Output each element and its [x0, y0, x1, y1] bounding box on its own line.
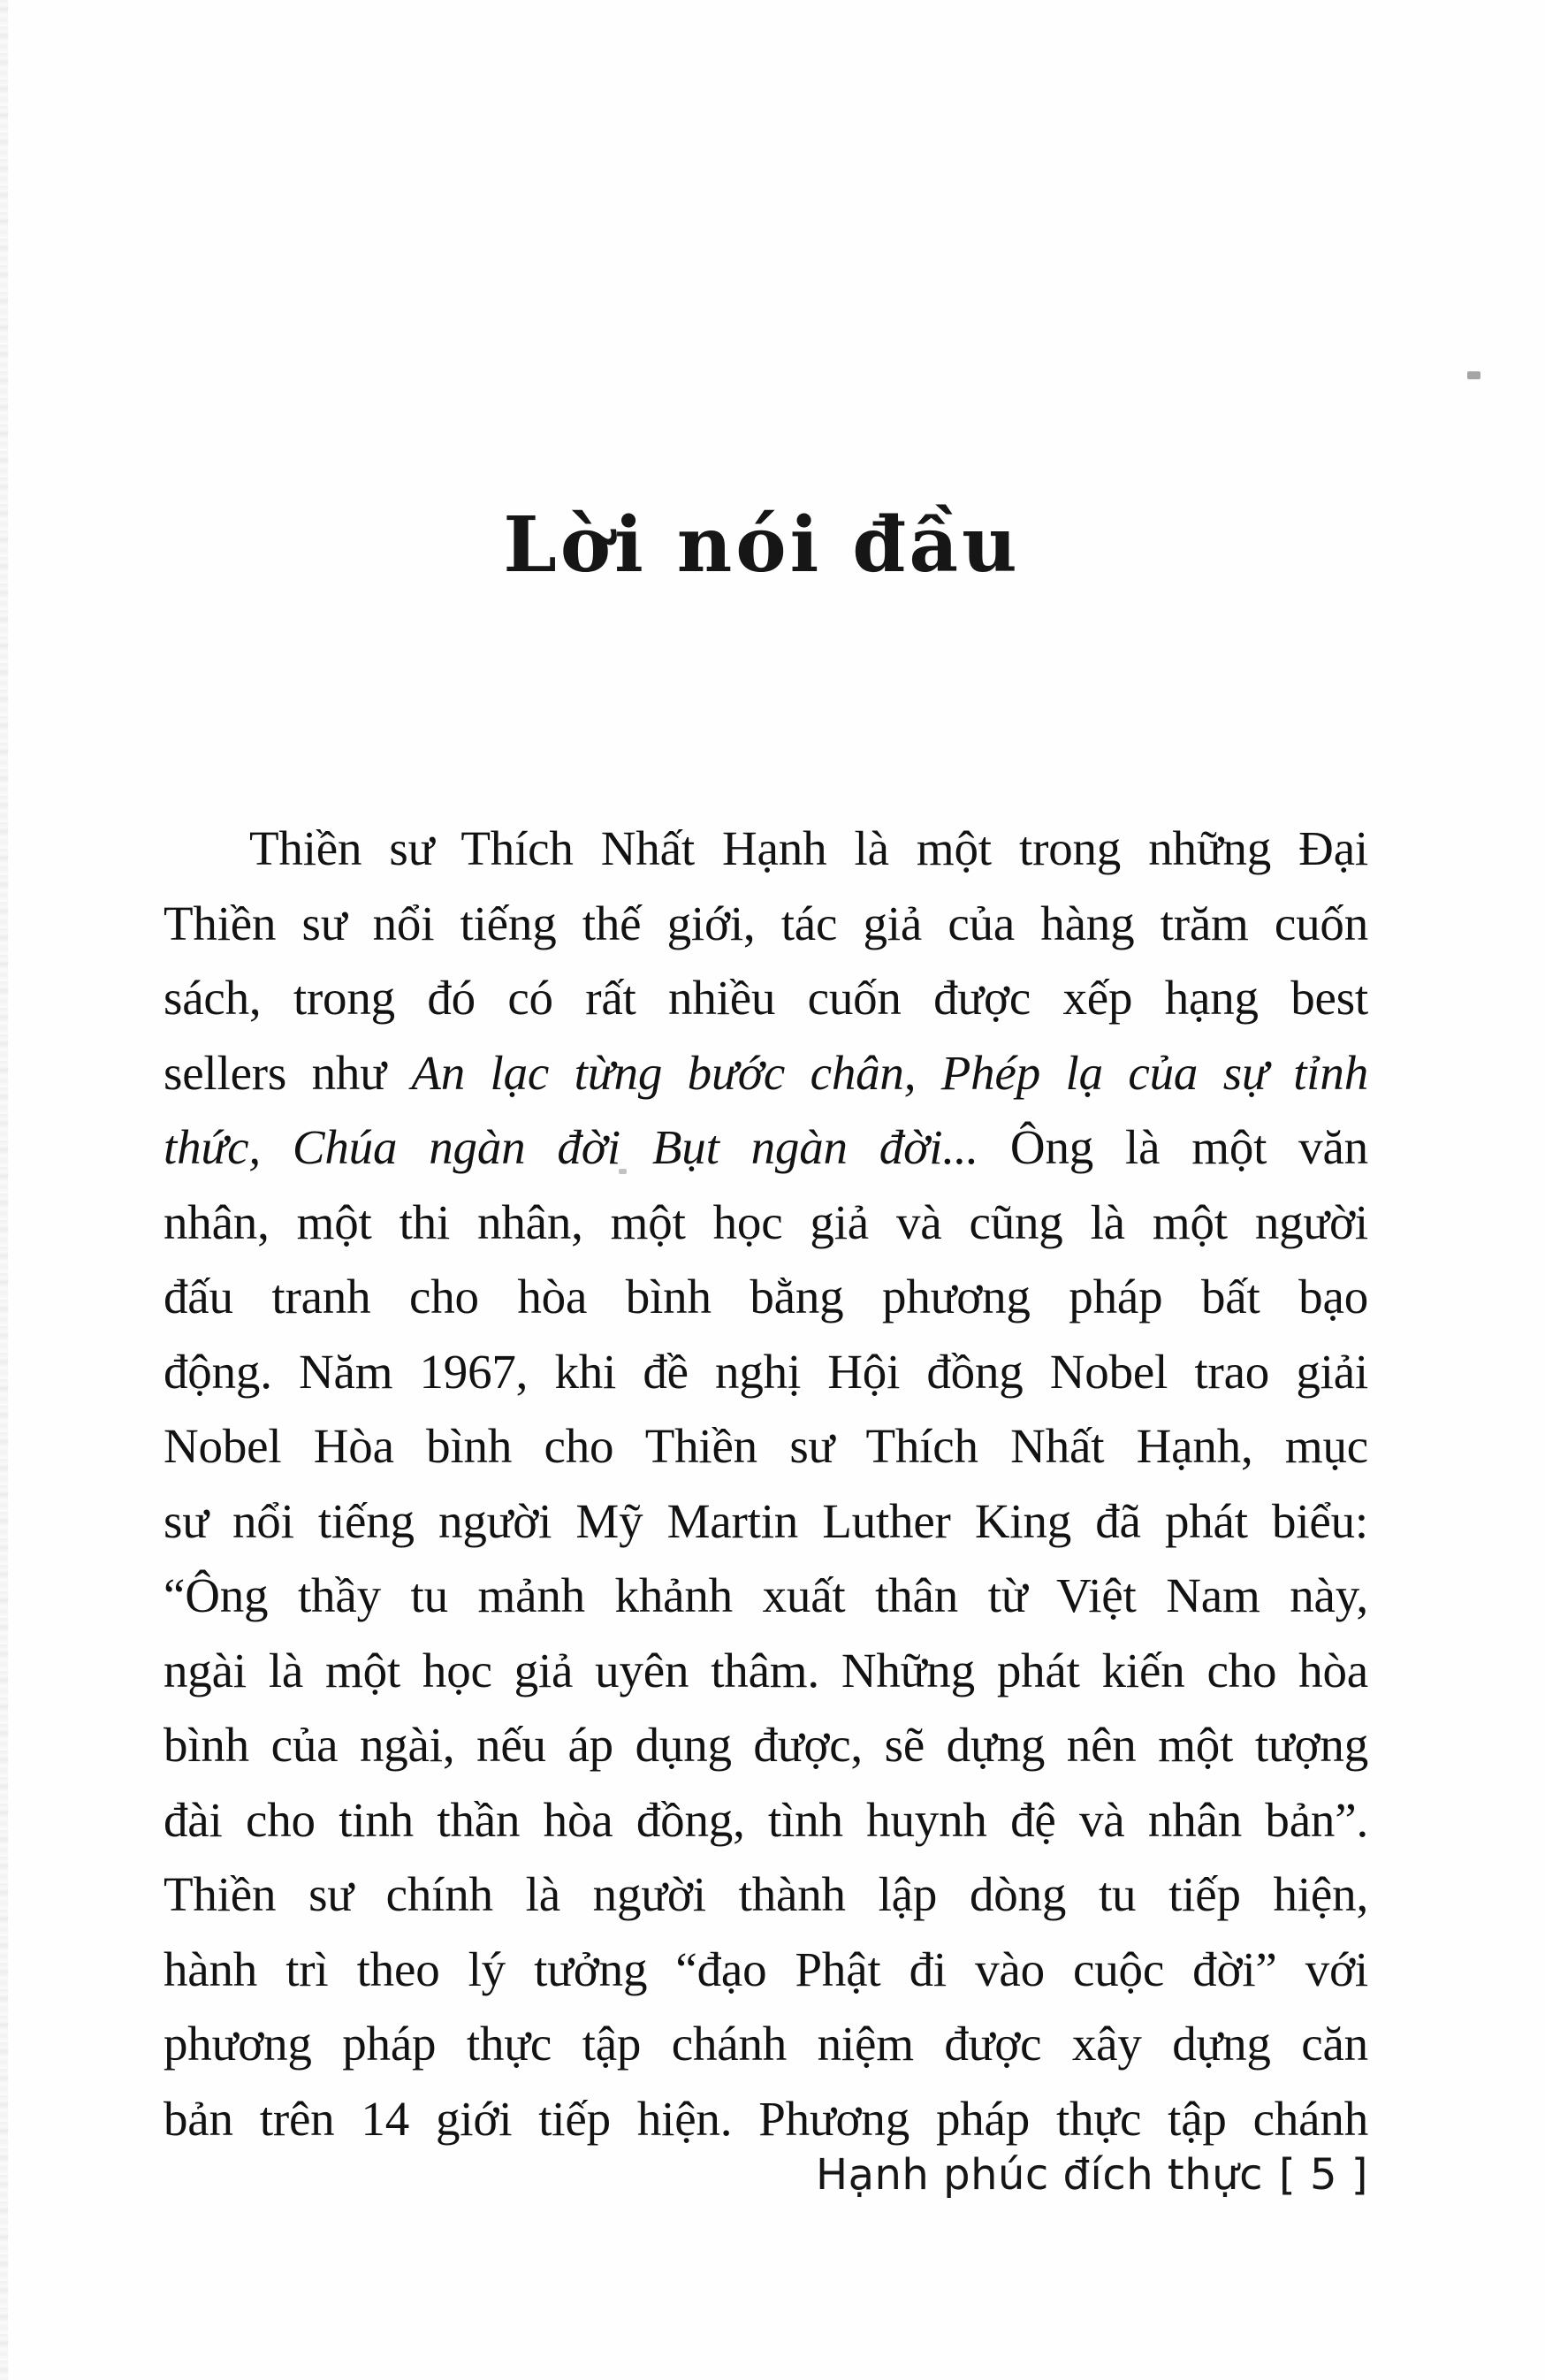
text-line [164, 961, 1368, 1036]
text-line [164, 1036, 1368, 1111]
text-line [164, 1484, 1368, 1560]
text-line [164, 1186, 1368, 1261]
text-line [164, 2007, 1368, 2082]
body-text-segment: Ông là một văn [978, 1120, 1368, 1174]
text-line [164, 1335, 1368, 1410]
running-title: Hạnh phúc đích thực [815, 2150, 1263, 2200]
text-line [164, 1708, 1368, 1783]
book-title-italic-text: An lạc từng bước chân, Phép lạ của sự tỉnh [411, 1045, 1368, 1100]
body-text-segment: sellers như [164, 1045, 412, 1100]
body-text-segment: phương pháp thực tập chánh niệm được xây dựng căn [164, 2017, 1368, 2071]
text-line [164, 812, 1368, 887]
page-footer [816, 2150, 1368, 2200]
preface-paragraph [164, 812, 1368, 2156]
body-text-segment: Thiền sư nổi tiếng thế giới, tác giả của hàng trăm cuốn [164, 896, 1368, 950]
scan-edge-shadow [0, 0, 8, 2380]
body-text-segment: Thiền sư Thích Nhất Hạnh là một trong những Đại [249, 821, 1368, 875]
body-text-segment: ngài là một học giả uyên thâm. Những phát kiến cho hòa [164, 1643, 1368, 1697]
body-text-segment: Nobel Hòa bình cho Thiền sư Thích Nhất Hạnh, mục [164, 1419, 1368, 1473]
body-text-segment: sách, trong đó có rất nhiều cuốn được xếp hạng best [164, 971, 1368, 1025]
body-text-segment: nhân, một thi nhân, một học giả và cũng là một người [164, 1194, 1368, 1249]
body-text-segment: bình của ngài, nếu áp dụng được, sẽ dựng nên một tượng [164, 1718, 1368, 1772]
text-line [164, 2082, 1368, 2157]
text-line [164, 1559, 1368, 1634]
text-line [164, 887, 1368, 962]
body-text-segment: đài cho tinh thần hòa đồng, tình huynh đệ và nhân bản”. [164, 1792, 1368, 1847]
body-text-segment: động. Năm 1967, khi đề nghị Hội đồng Nobel trao giải [164, 1344, 1368, 1399]
body-text-segment: Thiền sư chính là người thành lập dòng tu tiếp hiện, [164, 1867, 1368, 1921]
text-line [164, 1634, 1368, 1709]
text-line [164, 1110, 1368, 1186]
body-text-segment: sư nổi tiếng người Mỹ Martin Luther King đã phát biểu: [164, 1493, 1368, 1548]
scan-artifact [1467, 371, 1480, 379]
text-line [164, 1260, 1368, 1335]
text-line [164, 1933, 1368, 2008]
book-title-italic-text: thức, Chúa ngàn đời Bụt ngàn đời... [164, 1120, 978, 1174]
page-number: [ 5 ] [1278, 2150, 1368, 2200]
body-text-segment: bản trên 14 giới tiếp hiện. Phương pháp thực tập chánh [164, 2091, 1368, 2146]
text-line [164, 1409, 1368, 1484]
body-text-segment: hành trì theo lý tưởng “đạo Phật đi vào cuộc đời” với [164, 1941, 1368, 1996]
text-line [164, 1783, 1368, 1858]
body-text-segment: đấu tranh cho hòa bình bằng phương pháp bất bạo [164, 1270, 1368, 1323]
chapter-title: Lời nói đầu [503, 500, 1021, 590]
text-line [164, 1857, 1368, 1933]
body-text-segment: “Ông thầy tu mảnh khảnh xuất thân từ Việt Nam này, [164, 1568, 1368, 1622]
